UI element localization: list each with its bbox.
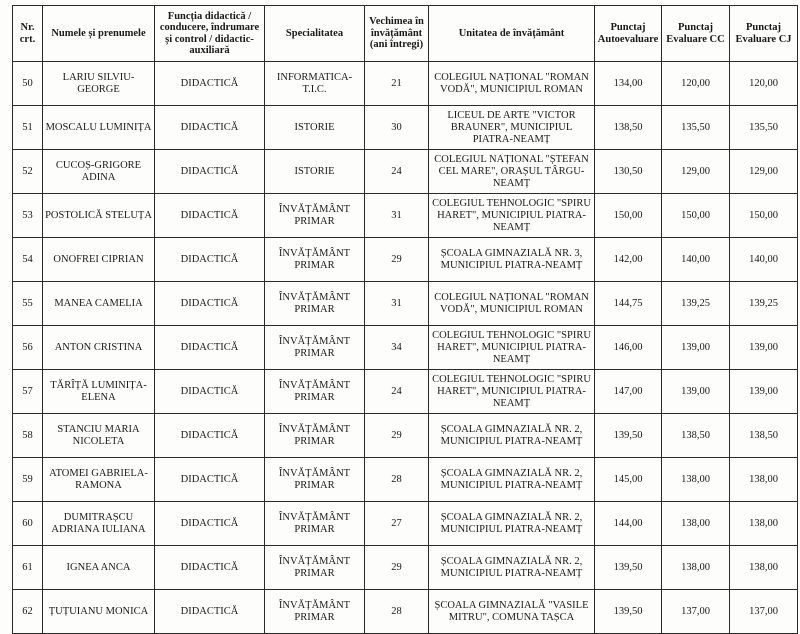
table-row: [13, 238, 798, 282]
row-name: IGNEA ANCA: [43, 546, 155, 590]
row-specialty: ÎNVĂȚĂMÂNT PRIMAR: [265, 546, 365, 590]
header-nr: Nr. crt.: [13, 6, 43, 62]
row-score-self: 139,50: [595, 546, 662, 590]
row-nr: 51: [13, 106, 43, 150]
row-name: STANCIU MARIA NICOLETA: [43, 414, 155, 458]
row-function: DIDACTICĂ: [155, 62, 265, 106]
row-score-cj: 138,00: [730, 502, 798, 546]
row-specialty: ÎNVĂȚĂMÂNT PRIMAR: [265, 370, 365, 414]
row-seniority: 30: [365, 106, 429, 150]
row-function: DIDACTICĂ: [155, 502, 265, 546]
row-seniority: 29: [365, 546, 429, 590]
header-name: Numele și prenumele: [43, 6, 155, 62]
row-score-self: 147,00: [595, 370, 662, 414]
table-row: [13, 546, 798, 590]
row-score-cj: 138,50: [730, 414, 798, 458]
row-function: DIDACTICĂ: [155, 370, 265, 414]
row-score-cj: 137,00: [730, 590, 798, 634]
table-header-row: [13, 6, 798, 62]
row-specialty: INFORMATICA-T.I.C.: [265, 62, 365, 106]
row-unit: ȘCOALA GIMNAZIALĂ NR. 3, MUNICIPIUL PIATRA-NEAMȚ: [429, 238, 595, 282]
row-seniority: 34: [365, 326, 429, 370]
table-row: [13, 590, 798, 634]
row-nr: 62: [13, 590, 43, 634]
row-name: MOSCALU LUMINIȚA: [43, 106, 155, 150]
row-unit: ȘCOALA GIMNAZIALĂ NR. 2, MUNICIPIUL PIATRA-NEAMȚ: [429, 458, 595, 502]
row-name: CUCOȘ-GRIGORE ADINA: [43, 150, 155, 194]
row-score-cc: 135,50: [662, 106, 730, 150]
row-unit: COLEGIUL TEHNOLOGIC "SPIRU HARET", MUNICIPIUL PIATRA-NEAMȚ: [429, 370, 595, 414]
row-score-cj: 139,00: [730, 370, 798, 414]
row-specialty: ÎNVĂȚĂMÂNT PRIMAR: [265, 458, 365, 502]
row-seniority: 29: [365, 414, 429, 458]
row-score-self: 142,00: [595, 238, 662, 282]
row-name: ANTON CRISTINA: [43, 326, 155, 370]
row-unit: COLEGIUL TEHNOLOGIC "SPIRU HARET", MUNICIPIUL PIATRA-NEAMȚ: [429, 194, 595, 238]
row-score-cj: 138,00: [730, 458, 798, 502]
row-specialty: ÎNVĂȚĂMÂNT PRIMAR: [265, 194, 365, 238]
row-specialty: ÎNVĂȚĂMÂNT PRIMAR: [265, 590, 365, 634]
row-seniority: 28: [365, 590, 429, 634]
row-score-cc: 150,00: [662, 194, 730, 238]
row-seniority: 21: [365, 62, 429, 106]
row-unit: ȘCOALA GIMNAZIALĂ "VASILE MITRU", COMUNA TAȘCA: [429, 590, 595, 634]
row-specialty: ÎNVĂȚĂMÂNT PRIMAR: [265, 238, 365, 282]
row-score-self: 146,00: [595, 326, 662, 370]
table-row: [13, 458, 798, 502]
row-name: TĂRÎȚĂ LUMINIȚA-ELENA: [43, 370, 155, 414]
table-row: [13, 370, 798, 414]
row-seniority: 27: [365, 502, 429, 546]
row-specialty: ÎNVĂȚĂMÂNT PRIMAR: [265, 326, 365, 370]
row-function: DIDACTICĂ: [155, 194, 265, 238]
table-row: [13, 326, 798, 370]
table-row: [13, 62, 798, 106]
row-score-cc: 137,00: [662, 590, 730, 634]
table-body: [13, 62, 798, 634]
row-seniority: 24: [365, 370, 429, 414]
table-row: [13, 414, 798, 458]
row-seniority: 29: [365, 238, 429, 282]
row-nr: 50: [13, 62, 43, 106]
row-score-self: 134,00: [595, 62, 662, 106]
row-function: DIDACTICĂ: [155, 546, 265, 590]
row-score-cj: 120,00: [730, 62, 798, 106]
row-score-cj: 139,25: [730, 282, 798, 326]
row-score-self: 150,00: [595, 194, 662, 238]
row-nr: 55: [13, 282, 43, 326]
row-score-cc: 139,00: [662, 326, 730, 370]
row-score-cj: 138,00: [730, 546, 798, 590]
row-specialty: ÎNVĂȚĂMÂNT PRIMAR: [265, 502, 365, 546]
row-score-cj: 140,00: [730, 238, 798, 282]
row-function: DIDACTICĂ: [155, 458, 265, 502]
table-row: [13, 150, 798, 194]
row-specialty: ISTORIE: [265, 150, 365, 194]
row-unit: COLEGIUL NAȚIONAL "ROMAN VODĂ", MUNICIPIUL ROMAN: [429, 62, 595, 106]
row-specialty: ISTORIE: [265, 106, 365, 150]
row-score-cc: 129,00: [662, 150, 730, 194]
row-score-cc: 138,00: [662, 458, 730, 502]
row-score-self: 144,00: [595, 502, 662, 546]
results-table: [12, 5, 798, 634]
row-function: DIDACTICĂ: [155, 238, 265, 282]
row-score-self: 130,50: [595, 150, 662, 194]
row-function: DIDACTICĂ: [155, 106, 265, 150]
row-score-cc: 140,00: [662, 238, 730, 282]
table-row: [13, 282, 798, 326]
row-function: DIDACTICĂ: [155, 150, 265, 194]
header-score-cc: Punctaj Evaluare CC: [662, 6, 730, 62]
row-unit: COLEGIUL TEHNOLOGIC "SPIRU HARET", MUNICIPIUL PIATRA-NEAMȚ: [429, 326, 595, 370]
header-unit: Unitatea de învățământ: [429, 6, 595, 62]
row-specialty: ÎNVĂȚĂMÂNT PRIMAR: [265, 282, 365, 326]
row-unit: ȘCOALA GIMNAZIALĂ NR. 2, MUNICIPIUL PIATRA-NEAMȚ: [429, 502, 595, 546]
row-name: ȚUȚUIANU MONICA: [43, 590, 155, 634]
row-function: DIDACTICĂ: [155, 414, 265, 458]
row-specialty: ÎNVĂȚĂMÂNT PRIMAR: [265, 414, 365, 458]
row-score-cj: 129,00: [730, 150, 798, 194]
row-nr: 59: [13, 458, 43, 502]
table-row: [13, 194, 798, 238]
row-score-cj: 150,00: [730, 194, 798, 238]
row-seniority: 24: [365, 150, 429, 194]
row-function: DIDACTICĂ: [155, 282, 265, 326]
row-score-cc: 138,00: [662, 546, 730, 590]
row-score-cj: 139,00: [730, 326, 798, 370]
row-score-self: 144,75: [595, 282, 662, 326]
row-seniority: 31: [365, 194, 429, 238]
row-name: DUMITRAȘCU ADRIANA IULIANA: [43, 502, 155, 546]
row-nr: 53: [13, 194, 43, 238]
row-name: MANEA CAMELIA: [43, 282, 155, 326]
row-name: LARIU SILVIU-GEORGE: [43, 62, 155, 106]
row-score-self: 145,00: [595, 458, 662, 502]
row-score-self: 138,50: [595, 106, 662, 150]
row-score-cj: 135,50: [730, 106, 798, 150]
row-name: POSTOLICĂ STELUȚA: [43, 194, 155, 238]
row-score-cc: 138,00: [662, 502, 730, 546]
row-nr: 52: [13, 150, 43, 194]
row-unit: ȘCOALA GIMNAZIALĂ NR. 2, MUNICIPIUL PIATRA-NEAMȚ: [429, 414, 595, 458]
header-specialty: Specialitatea: [265, 6, 365, 62]
row-nr: 57: [13, 370, 43, 414]
row-nr: 58: [13, 414, 43, 458]
table-row: [13, 502, 798, 546]
row-nr: 61: [13, 546, 43, 590]
row-score-cc: 120,00: [662, 62, 730, 106]
row-name: ATOMEI GABRIELA-RAMONA: [43, 458, 155, 502]
row-seniority: 28: [365, 458, 429, 502]
row-function: DIDACTICĂ: [155, 590, 265, 634]
row-unit: COLEGIUL NAȚIONAL "ROMAN VODĂ", MUNICIPIUL ROMAN: [429, 282, 595, 326]
row-seniority: 31: [365, 282, 429, 326]
row-score-cc: 139,25: [662, 282, 730, 326]
table-row: [13, 106, 798, 150]
header-seniority: Vechimea în învățământ (ani întregi): [365, 6, 429, 62]
row-unit: ȘCOALA GIMNAZIALĂ NR. 2, MUNICIPIUL PIATRA-NEAMȚ: [429, 546, 595, 590]
row-score-self: 139,50: [595, 414, 662, 458]
row-score-self: 139,50: [595, 590, 662, 634]
row-nr: 60: [13, 502, 43, 546]
header-score-cj: Punctaj Evaluare CJ: [730, 6, 798, 62]
row-name: ONOFREI CIPRIAN: [43, 238, 155, 282]
header-score-self: Punctaj Autoevaluare: [595, 6, 662, 62]
row-nr: 54: [13, 238, 43, 282]
row-score-cc: 138,50: [662, 414, 730, 458]
row-function: DIDACTICĂ: [155, 326, 265, 370]
row-score-cc: 139,00: [662, 370, 730, 414]
row-unit: LICEUL DE ARTE "VICTOR BRAUNER", MUNICIPIUL PIATRA-NEAMȚ: [429, 106, 595, 150]
header-function: Funcția didactică / conducere, îndrumare și control / didactic-auxiliară: [155, 6, 265, 62]
row-nr: 56: [13, 326, 43, 370]
row-unit: COLEGIUL NAȚIONAL "ȘTEFAN CEL MARE", ORAȘUL TÂRGU-NEAMȚ: [429, 150, 595, 194]
